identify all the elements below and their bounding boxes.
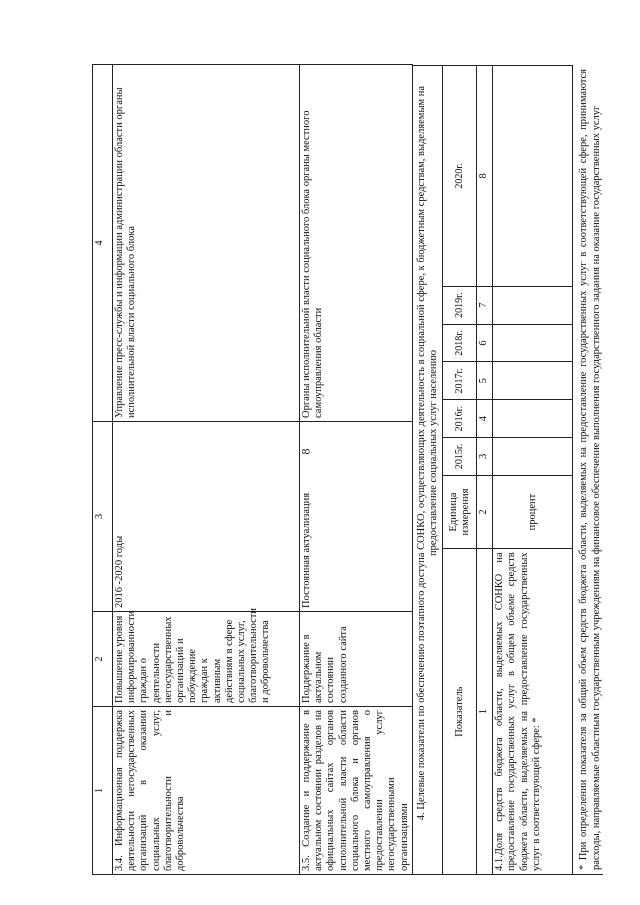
indicators-table (442, 65, 573, 875)
indicator-row-4-1 (493, 66, 573, 875)
footnote: * При определении показателя за общий объем средств бюджета области, выделяемых на предоставление государственных услуг в соответствующей сфере, принимаются расходы, направляемые областным государственным учреждениям на финансовое обеспечение выполнения государственного задания на оказание государственных услуг (573, 65, 603, 875)
year-header-2016: 2016г. (443, 400, 477, 438)
indicator-4-1-value-2020 (493, 66, 573, 287)
year-header-2017: 2017г. (443, 362, 477, 400)
col-header-4: 4 (93, 65, 113, 422)
measure-3-5-term: Постоянная актуализация (300, 422, 413, 612)
indicator-4-1-value-2019 (493, 286, 573, 324)
indicator-4-1-name: 4.1.Доля средств бюджета области, выделяемых СОНКО на предоставление государственных услуг в общем объеме средств бюджета области, выделяемых на предоставление государственных услуг в соответствующей сфере: * (493, 549, 573, 875)
year-header-2015: 2015г. (443, 437, 477, 475)
indicator-header: Показатель (443, 549, 477, 875)
measure-3-5-description: 3.5. Создание и поддержание в актуальном состоянии разделов на официальных сайтах органов исполнительной власти области социального блока и органов местного самоуправления о предоставлении услуг негосударственными организациями (300, 707, 413, 875)
indicator-4-1-unit: процент (493, 475, 573, 549)
measures-row-3-4 (113, 65, 300, 875)
rotated-page-content (92, 65, 603, 875)
col-number-2: 2 (477, 475, 493, 549)
indicator-4-1-value-2017 (493, 362, 573, 400)
measure-3-4-description: 3.4. Информационная поддержка деятельности негосударственных организаций в оказании социальных услуг, благотворительности и добровольчества (113, 707, 300, 875)
indicator-4-1-value-2016 (493, 400, 573, 438)
col-header-2: 2 (93, 612, 113, 707)
measure-3-4-term: 2016 -2020 годы (113, 422, 300, 612)
indicator-4-1-value-2015 (493, 437, 573, 475)
col-number-4: 4 (477, 400, 493, 438)
col-number-7: 7 (477, 286, 493, 324)
year-header-2019: 2019г. (443, 286, 477, 324)
col-number-6: 6 (477, 324, 493, 362)
section-4-title: 4. Целевые показатели по обеспечению поэтапного доступа СОНКО, осуществляющих деятельность в социальной сфере, к бюджетным средствам, выделяемым на предоставление социальных услуг населению (413, 65, 442, 875)
measure-3-4-executor: Управление пресс-службы и информации администрации области органы исполнительной власти социального блока (113, 65, 300, 422)
measure-3-5-executor: Органы исполнительной власти социального блока органы местного самоуправления области (300, 65, 413, 422)
measure-3-4-result: Повышение уровня информированности граждан о деятельности негосударственных организаций и побуждение граждан к активным действиям в сфере социальных услуг, благотворительности и добровольчества (113, 612, 300, 707)
indicators-header-row (443, 66, 477, 875)
indicator-4-1-value-2018 (493, 324, 573, 362)
measure-3-5-result: Поддержание в актуальном состоянии созданного сайта (300, 612, 413, 707)
indicators-number-row (477, 66, 493, 875)
col-header-1: 1 (93, 707, 113, 875)
col-number-8: 8 (477, 66, 493, 287)
year-header-2018: 2018г. (443, 324, 477, 362)
col-number-3: 3 (477, 437, 493, 475)
col-number-1: 1 (477, 549, 493, 875)
measures-row-3-5 (300, 65, 413, 875)
measures-table (92, 64, 413, 875)
col-number-5: 5 (477, 362, 493, 400)
year-header-2020: 2020г. (443, 66, 477, 287)
page-number: 8 (298, 448, 313, 455)
measures-header-row (93, 65, 113, 875)
col-header-3: 3 (93, 422, 113, 612)
unit-header: Единица измерения (443, 475, 477, 549)
